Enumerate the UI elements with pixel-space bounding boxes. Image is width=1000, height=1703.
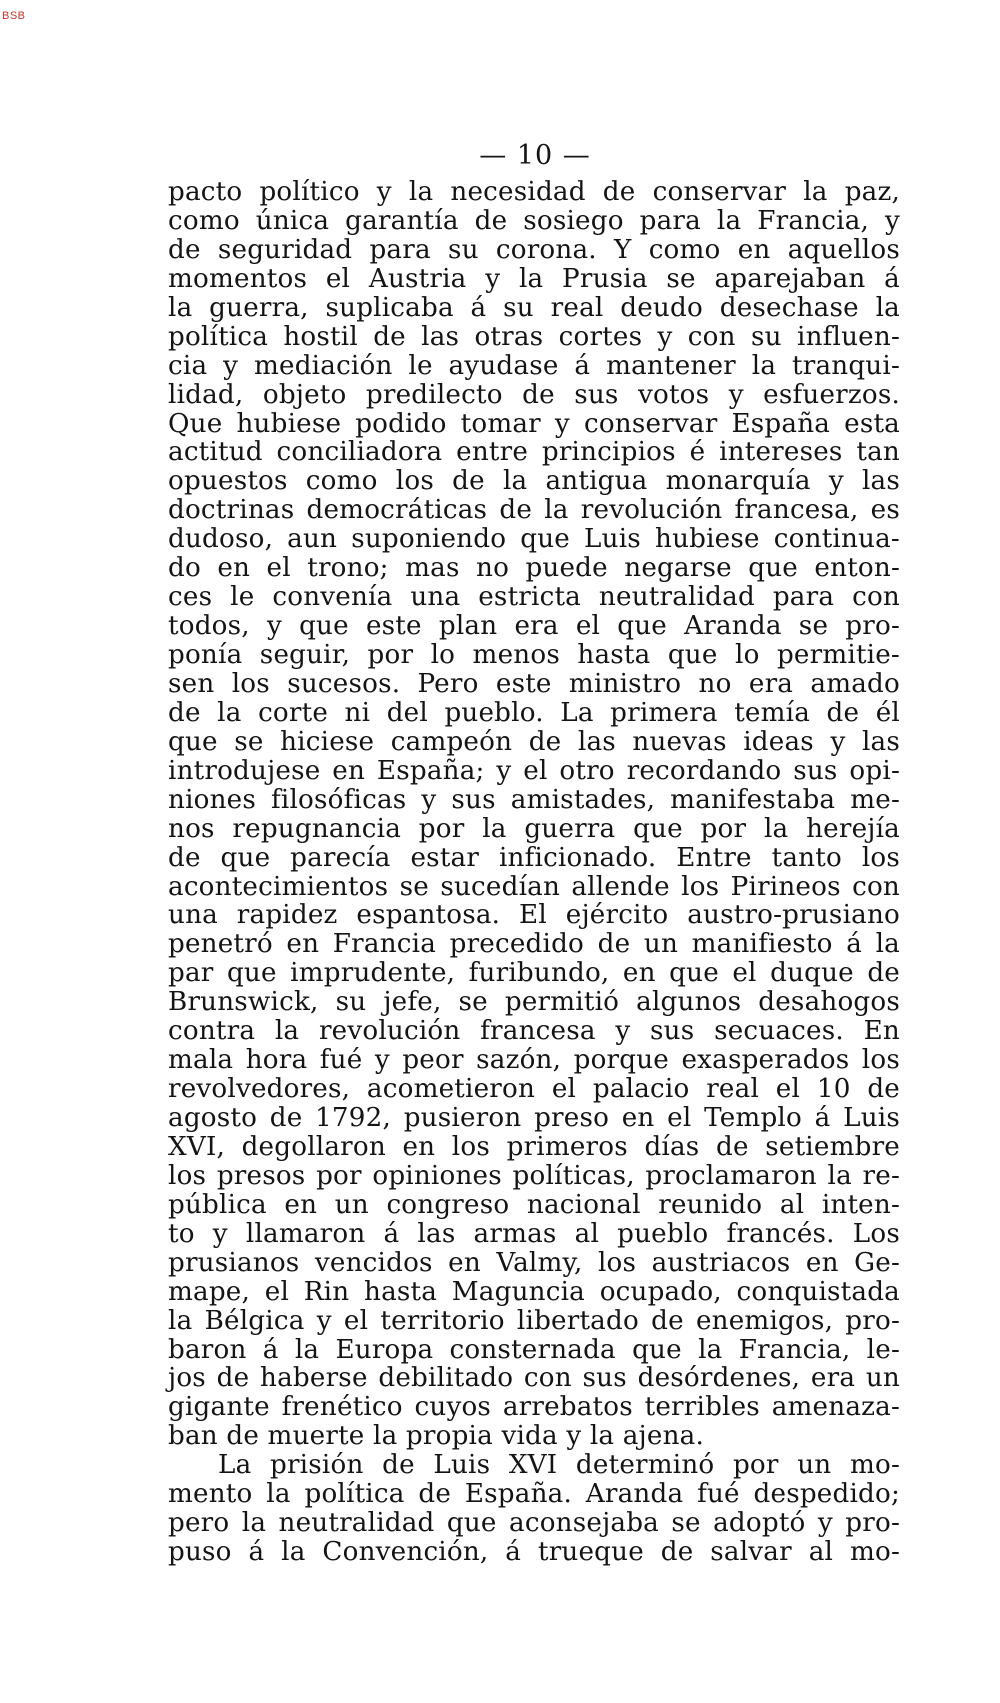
- text-line: puso á la Convención, á trueque de salvar al mo-: [168, 1537, 900, 1568]
- text-line: mape, el Rin hasta Maguncia ocupado, conquistada: [168, 1276, 900, 1307]
- text-line: Brunswick, su jefe, se permitió algunos desahogos: [168, 987, 900, 1018]
- paragraph-end-line: ban de muerte la propia vida y la ajena.: [168, 1421, 704, 1452]
- text-line: contra la revolución francesa y sus secuaces. En: [168, 1016, 900, 1047]
- text-line: ponía seguir, por lo menos hasta que lo permitie-: [168, 640, 900, 670]
- text-line: revolvedores, acometieron el palacio real el 10 de: [168, 1074, 900, 1105]
- text-line: actitud conciliadora entre principios é intereses tan: [168, 437, 900, 468]
- body-text: [168, 178, 900, 1567]
- text-line: pacto político y la necesidad de conservar la paz,: [168, 177, 900, 207]
- text-line: de que parecía estar inficionado. Entre tanto los: [168, 842, 900, 873]
- text-line: par que imprudente, furibundo, en que el duque de: [168, 958, 900, 989]
- text-line: doctrinas democráticas de la revolución francesa, es: [168, 495, 900, 526]
- text-line: to y llamaron á las armas al pueblo francés. Los: [168, 1218, 900, 1249]
- text-line: que se hiciese campeón de las nuevas ideas y las: [168, 726, 900, 757]
- text-line: nos repugnancia por la guerra que por la herejía: [168, 813, 900, 844]
- text-line: gigante frenético cuyos arrebatos terribles amenaza-: [168, 1392, 900, 1423]
- text-line: jos de haberse debilitado con sus desórdenes, era un: [168, 1363, 900, 1394]
- text-line: pero la neutralidad que aconsejaba se adoptó y pro-: [168, 1508, 900, 1539]
- text-line: lidad, objeto predilecto de sus votos y esfuerzos.: [168, 379, 900, 410]
- text-line: política hostil de las otras cortes y con su influen-: [168, 321, 900, 352]
- text-line: sen los sucesos. Pero este ministro no era amado: [168, 668, 900, 699]
- text-line: niones filosóficas y sus amistades, manifestaba me-: [168, 784, 900, 815]
- text-line: XVI, degollaron en los primeros días de setiembre: [168, 1131, 900, 1162]
- text-line: de la corte ni del pueblo. La primera temía de él: [168, 697, 900, 728]
- text-line: agosto de 1792, pusieron preso en el Templo á Luis: [168, 1103, 900, 1133]
- text-line: penetró en Francia precedido de un manifiesto á la: [168, 929, 900, 960]
- text-line: do en el trono; mas no puede negarse que enton-: [168, 553, 900, 584]
- text-line: baron á la Europa consternada que la Francia, le-: [168, 1334, 900, 1365]
- text-line: mala hora fué y peor sazón, porque exasperados los: [168, 1045, 900, 1076]
- text-line: pública en un congreso nacional reunido al inten-: [168, 1189, 900, 1220]
- text-line: la guerra, suplicaba á su real deudo desechase la: [168, 292, 900, 323]
- page-number: — 10 —: [479, 140, 591, 171]
- text-line: Que hubiese podido tomar y conservar España esta: [168, 408, 900, 439]
- text-line: dudoso, aun suponiendo que Luis hubiese continua-: [168, 524, 900, 555]
- text-line: ces le convenía una estricta neutralidad para con: [168, 582, 900, 613]
- library-watermark: BSB: [2, 10, 26, 22]
- text-line: acontecimientos se sucedían allende los Pirineos con: [168, 871, 900, 902]
- text-line: todos, y que este plan era el que Aranda se pro-: [168, 611, 900, 642]
- text-line: de seguridad para su corona. Y como en aquellos: [168, 234, 900, 265]
- text-line: cia y mediación le ayudase á mantener la tranqui-: [168, 350, 900, 381]
- text-line: como única garantía de sosiego para la Francia, y: [168, 205, 900, 236]
- text-line: la Bélgica y el territorio libertado de enemigos, pro-: [168, 1305, 900, 1336]
- text-line: mento la política de España. Aranda fué despedido;: [168, 1479, 900, 1510]
- text-line: prusianos vencidos en Valmy, los austriacos en Ge-: [168, 1247, 900, 1278]
- paragraph-start-line: La prisión de Luis XVI determinó por un mo-: [218, 1450, 900, 1481]
- text-line: opuestos como los de la antigua monarquía y las: [168, 466, 900, 497]
- text-line: los presos por opiniones políticas, proclamaron la re-: [168, 1160, 900, 1191]
- text-line: momentos el Austria y la Prusia se aparejaban á: [168, 263, 900, 294]
- text-line: una rapidez espantosa. El ejército austro-prusiano: [168, 900, 900, 931]
- text-line: introdujese en España; y el otro recordando sus opi-: [168, 755, 900, 786]
